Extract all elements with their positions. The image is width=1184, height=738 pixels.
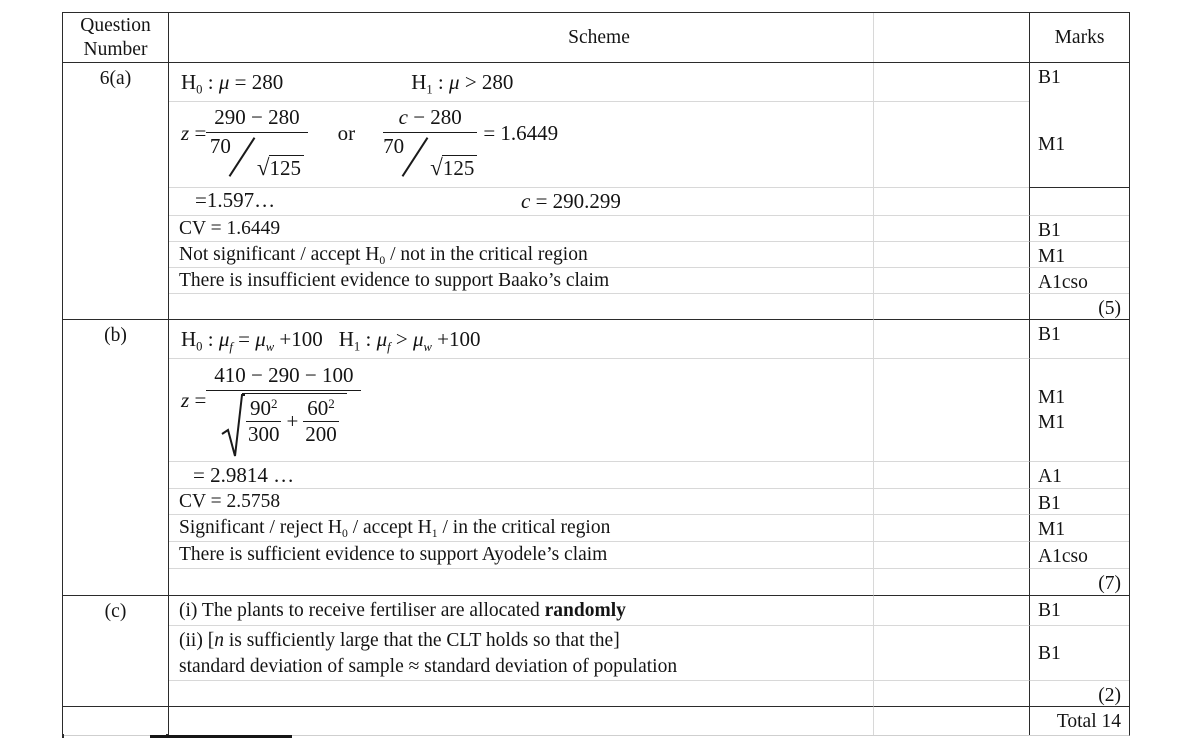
- question-number-total-cell: [63, 706, 169, 735]
- sqrt-125: √125: [430, 154, 477, 181]
- z-equals: z =: [181, 388, 207, 412]
- mark-b-subtotal: (7): [1029, 568, 1129, 595]
- scheme-c-extra-1: [873, 595, 1029, 625]
- mark-c-subtotal: (2): [1029, 680, 1129, 706]
- scheme-b-extra-3: [873, 461, 1029, 488]
- h1-statement: $H_1$ : μ > 280: [411, 69, 514, 96]
- c-value: c = 290.299: [521, 189, 621, 213]
- fraction-z: 290 − 280 70 √125: [206, 105, 307, 181]
- mark-a-b1-cv: B1: [1029, 215, 1129, 241]
- scheme-c-blank: [169, 680, 873, 706]
- scheme-a-results: [169, 187, 873, 215]
- mark-c-b1-ii: B1: [1029, 625, 1129, 680]
- question-number-c: (c): [63, 595, 169, 706]
- scheme-b-extra-6: [873, 541, 1029, 568]
- mark-b-a1-result: A1: [1029, 461, 1129, 488]
- scheme-a-blank: [169, 293, 873, 319]
- z-value: =1.597…: [195, 188, 276, 212]
- scheme-b-significance: Significant / reject $H_0$ / accept $H_1$ / in the critical region: [169, 514, 873, 541]
- mark-b-m1-significance: M1: [1029, 514, 1129, 541]
- mark-b-b1-cv: B1: [1029, 488, 1129, 514]
- question-number-6a: 6(a): [63, 63, 169, 319]
- scheme-a-cv: CV = 1.6449: [169, 215, 873, 241]
- scheme-c-ii: (ii) [n is sufficiently large that the CLT holds so that the] standard deviation of sample ≈ standard deviation of population: [169, 625, 873, 680]
- fraction-c: c − 280 70 √125: [383, 105, 477, 181]
- slash-divider: [402, 137, 429, 177]
- partial-border-left: [62, 734, 64, 738]
- scheme-a-extra-5: [873, 241, 1029, 267]
- scheme-c-i: (i) The plants to receive fertiliser are allocated randomly: [169, 595, 873, 625]
- mark-b-a1cso: A1cso: [1029, 541, 1129, 568]
- total-row-extra-blank: [873, 706, 1029, 735]
- scheme-a-extra-7: [873, 293, 1029, 319]
- total-marks: Total 14: [1029, 706, 1129, 735]
- h0-statement: $H_0$ : μ = 280: [181, 69, 284, 96]
- scheme-a-extra-4: [873, 215, 1029, 241]
- or-label: or: [337, 121, 356, 145]
- mark-a-m1-significance: M1: [1029, 241, 1129, 267]
- mark-a-subtotal: (5): [1029, 293, 1129, 319]
- question-number-b: (b): [63, 319, 169, 595]
- fraction-z-two-sample: 410 − 290 − 100 $90^2$ 300 + $\frac{60^2}{200}$: [206, 363, 361, 459]
- header-scheme-label: Scheme: [568, 26, 630, 48]
- scheme-c-extra-2: [873, 625, 1029, 680]
- scheme-a-conclusion: There is insufficient evidence to support Baako’s claim: [169, 267, 873, 293]
- fraction-90sq-300: $90^2$ 300: [246, 397, 282, 446]
- scheme-a-extra-1: [873, 63, 1029, 101]
- scheme-b-cv: CV = 2.5758: [169, 488, 873, 514]
- header-question-number-label: Question Number: [80, 14, 151, 60]
- plus-sign: +: [286, 409, 299, 433]
- big-square-root: [221, 393, 347, 459]
- h1-statement: $H_1$ : $\mu_f > \mu_w +100$: [338, 326, 481, 354]
- header-marks-label: Marks: [1054, 26, 1105, 48]
- scheme-a-hypotheses: [169, 63, 873, 101]
- header-scheme: [169, 13, 1029, 63]
- scheme-a-extra-2: [873, 101, 1029, 187]
- slash-divider: [228, 137, 255, 177]
- mark-a-b1-hypotheses: B1: [1029, 63, 1129, 101]
- mark-scheme-table: [62, 12, 1130, 736]
- mark-a-empty: [1029, 187, 1129, 215]
- h0-statement: $H_0$ : $\mu_f = \mu_w +100$: [181, 326, 323, 354]
- scheme-c-extra-3: [873, 680, 1029, 706]
- scheme-b-extra-4: [873, 488, 1029, 514]
- scheme-b-extra-1: [873, 319, 1029, 358]
- fraction-60sq-200: $\frac{60^2}{200}$: [303, 397, 339, 446]
- scheme-b-hypotheses: [169, 319, 873, 358]
- mark-b-m1m1-z: M1 M1: [1029, 358, 1129, 461]
- z-equals: z =: [181, 121, 207, 145]
- scheme-b-result: = 2.9814 …: [169, 461, 873, 488]
- scheme-b-extra-7: [873, 568, 1029, 595]
- scheme-b-blank: [169, 568, 873, 595]
- scheme-a-extra-3: [873, 187, 1029, 215]
- z-critical-result: = 1.6449: [483, 121, 559, 145]
- scheme-subcolumn-divider: [873, 13, 874, 62]
- mark-a-a1cso: A1cso: [1029, 267, 1129, 293]
- scheme-a-z-calculation: [169, 101, 873, 187]
- scheme-b-conclusion: There is sufficient evidence to support Ayodele’s claim: [169, 541, 873, 568]
- scheme-a-extra-6: [873, 267, 1029, 293]
- mark-b-b1-hypotheses: B1: [1029, 319, 1129, 358]
- mark-c-b1-i: B1: [1029, 595, 1129, 625]
- header-marks: [1029, 13, 1129, 63]
- header-question-number: [63, 13, 169, 63]
- scheme-b-extra-2: [873, 358, 1029, 461]
- scheme-b-extra-5: [873, 514, 1029, 541]
- sqrt-125: √125: [257, 154, 304, 181]
- total-row-scheme-blank: [169, 706, 873, 735]
- scheme-a-significance: Not significant / accept $H_0$ / not in the critical region: [169, 241, 873, 267]
- mark-a-m1-z: M1: [1029, 101, 1129, 187]
- scheme-b-z-calculation: [169, 358, 873, 461]
